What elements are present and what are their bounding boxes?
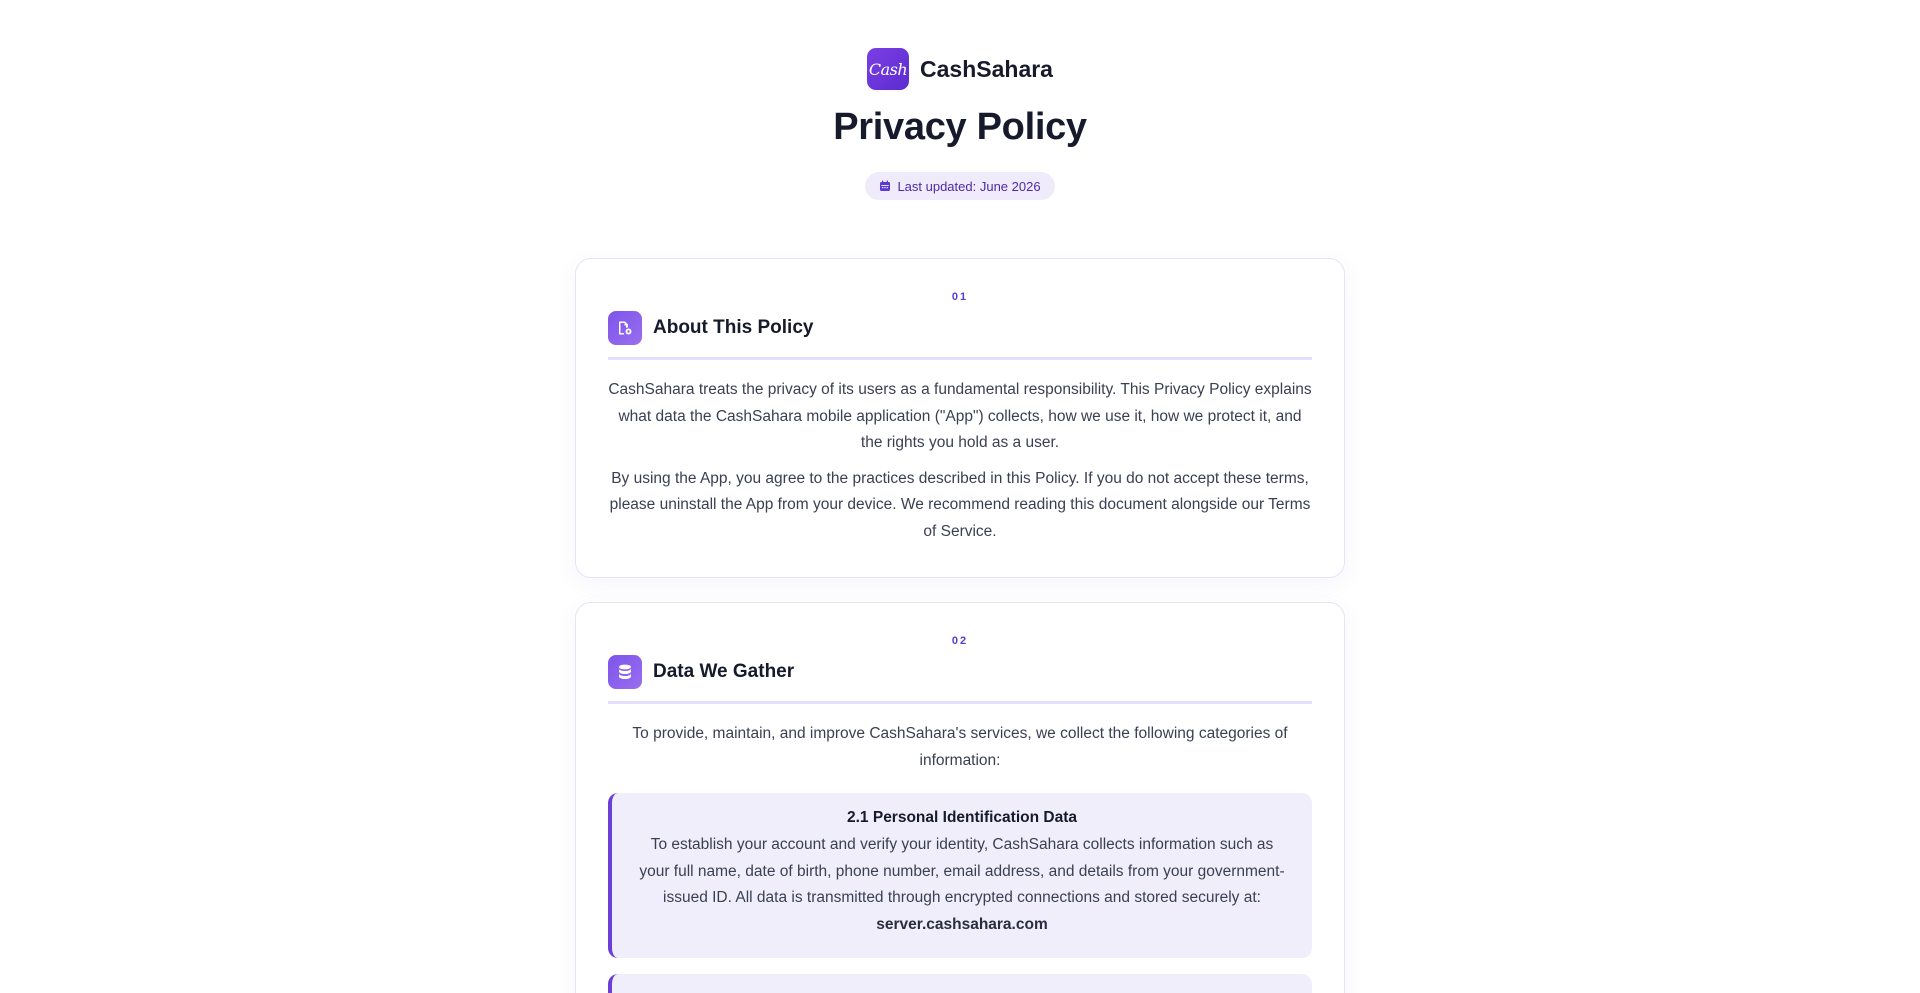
shield-document-icon	[608, 311, 642, 345]
section-header	[608, 655, 1312, 704]
section-title: About This Policy	[653, 317, 814, 338]
section-paragraph: To provide, maintain, and improve CashSahara's services, we collect the following categories of information:	[632, 725, 1288, 769]
updated-badge-wrap	[0, 172, 1920, 200]
server-address: server.cashsahara.com	[876, 915, 1048, 933]
updated-text: Last updated: June 2026	[897, 178, 1041, 194]
database-icon	[608, 655, 642, 689]
section-title: Data We Gather	[653, 661, 795, 682]
brand-logo	[867, 48, 909, 90]
section-paragraph: By using the App, you agree to the practices described in this Policy. If you do not accept these terms, please uninstall the App from your device. We recommend reading this document alongside our Terms of Service.	[609, 469, 1311, 540]
subsection-next	[608, 974, 1312, 993]
brand-logo-text: Cash	[868, 59, 908, 79]
subsection-text	[636, 832, 1288, 938]
section-number: 02	[951, 635, 969, 647]
section-header	[608, 311, 1312, 360]
section-paragraph: CashSahara treats the privacy of its users as a fundamental responsibility. This Privacy Policy explains what data the CashSahara mobile application ("App") collects, how we use it, how we protect it, and the rights you hold as a user.	[608, 381, 1312, 451]
updated-badge	[865, 172, 1054, 200]
page-title: Privacy Policy	[833, 106, 1087, 148]
section-data-we-gather	[575, 602, 1345, 993]
brand-name: CashSahara	[920, 55, 1053, 82]
brand-header	[0, 48, 1920, 90]
calendar-icon	[879, 180, 891, 192]
section-about-policy	[575, 258, 1345, 578]
subsection-personal-data	[608, 793, 1312, 958]
section-number: 01	[951, 291, 969, 303]
subsection-body: To establish your account and verify your identity, CashSahara collects information such as your full name, date of birth, phone number, email address, and details from your government-issued ID. All data is transmitted through encrypted connections and stored securely at:	[639, 836, 1285, 906]
subsection-title: 2.1 Personal Identification Data	[847, 809, 1077, 826]
